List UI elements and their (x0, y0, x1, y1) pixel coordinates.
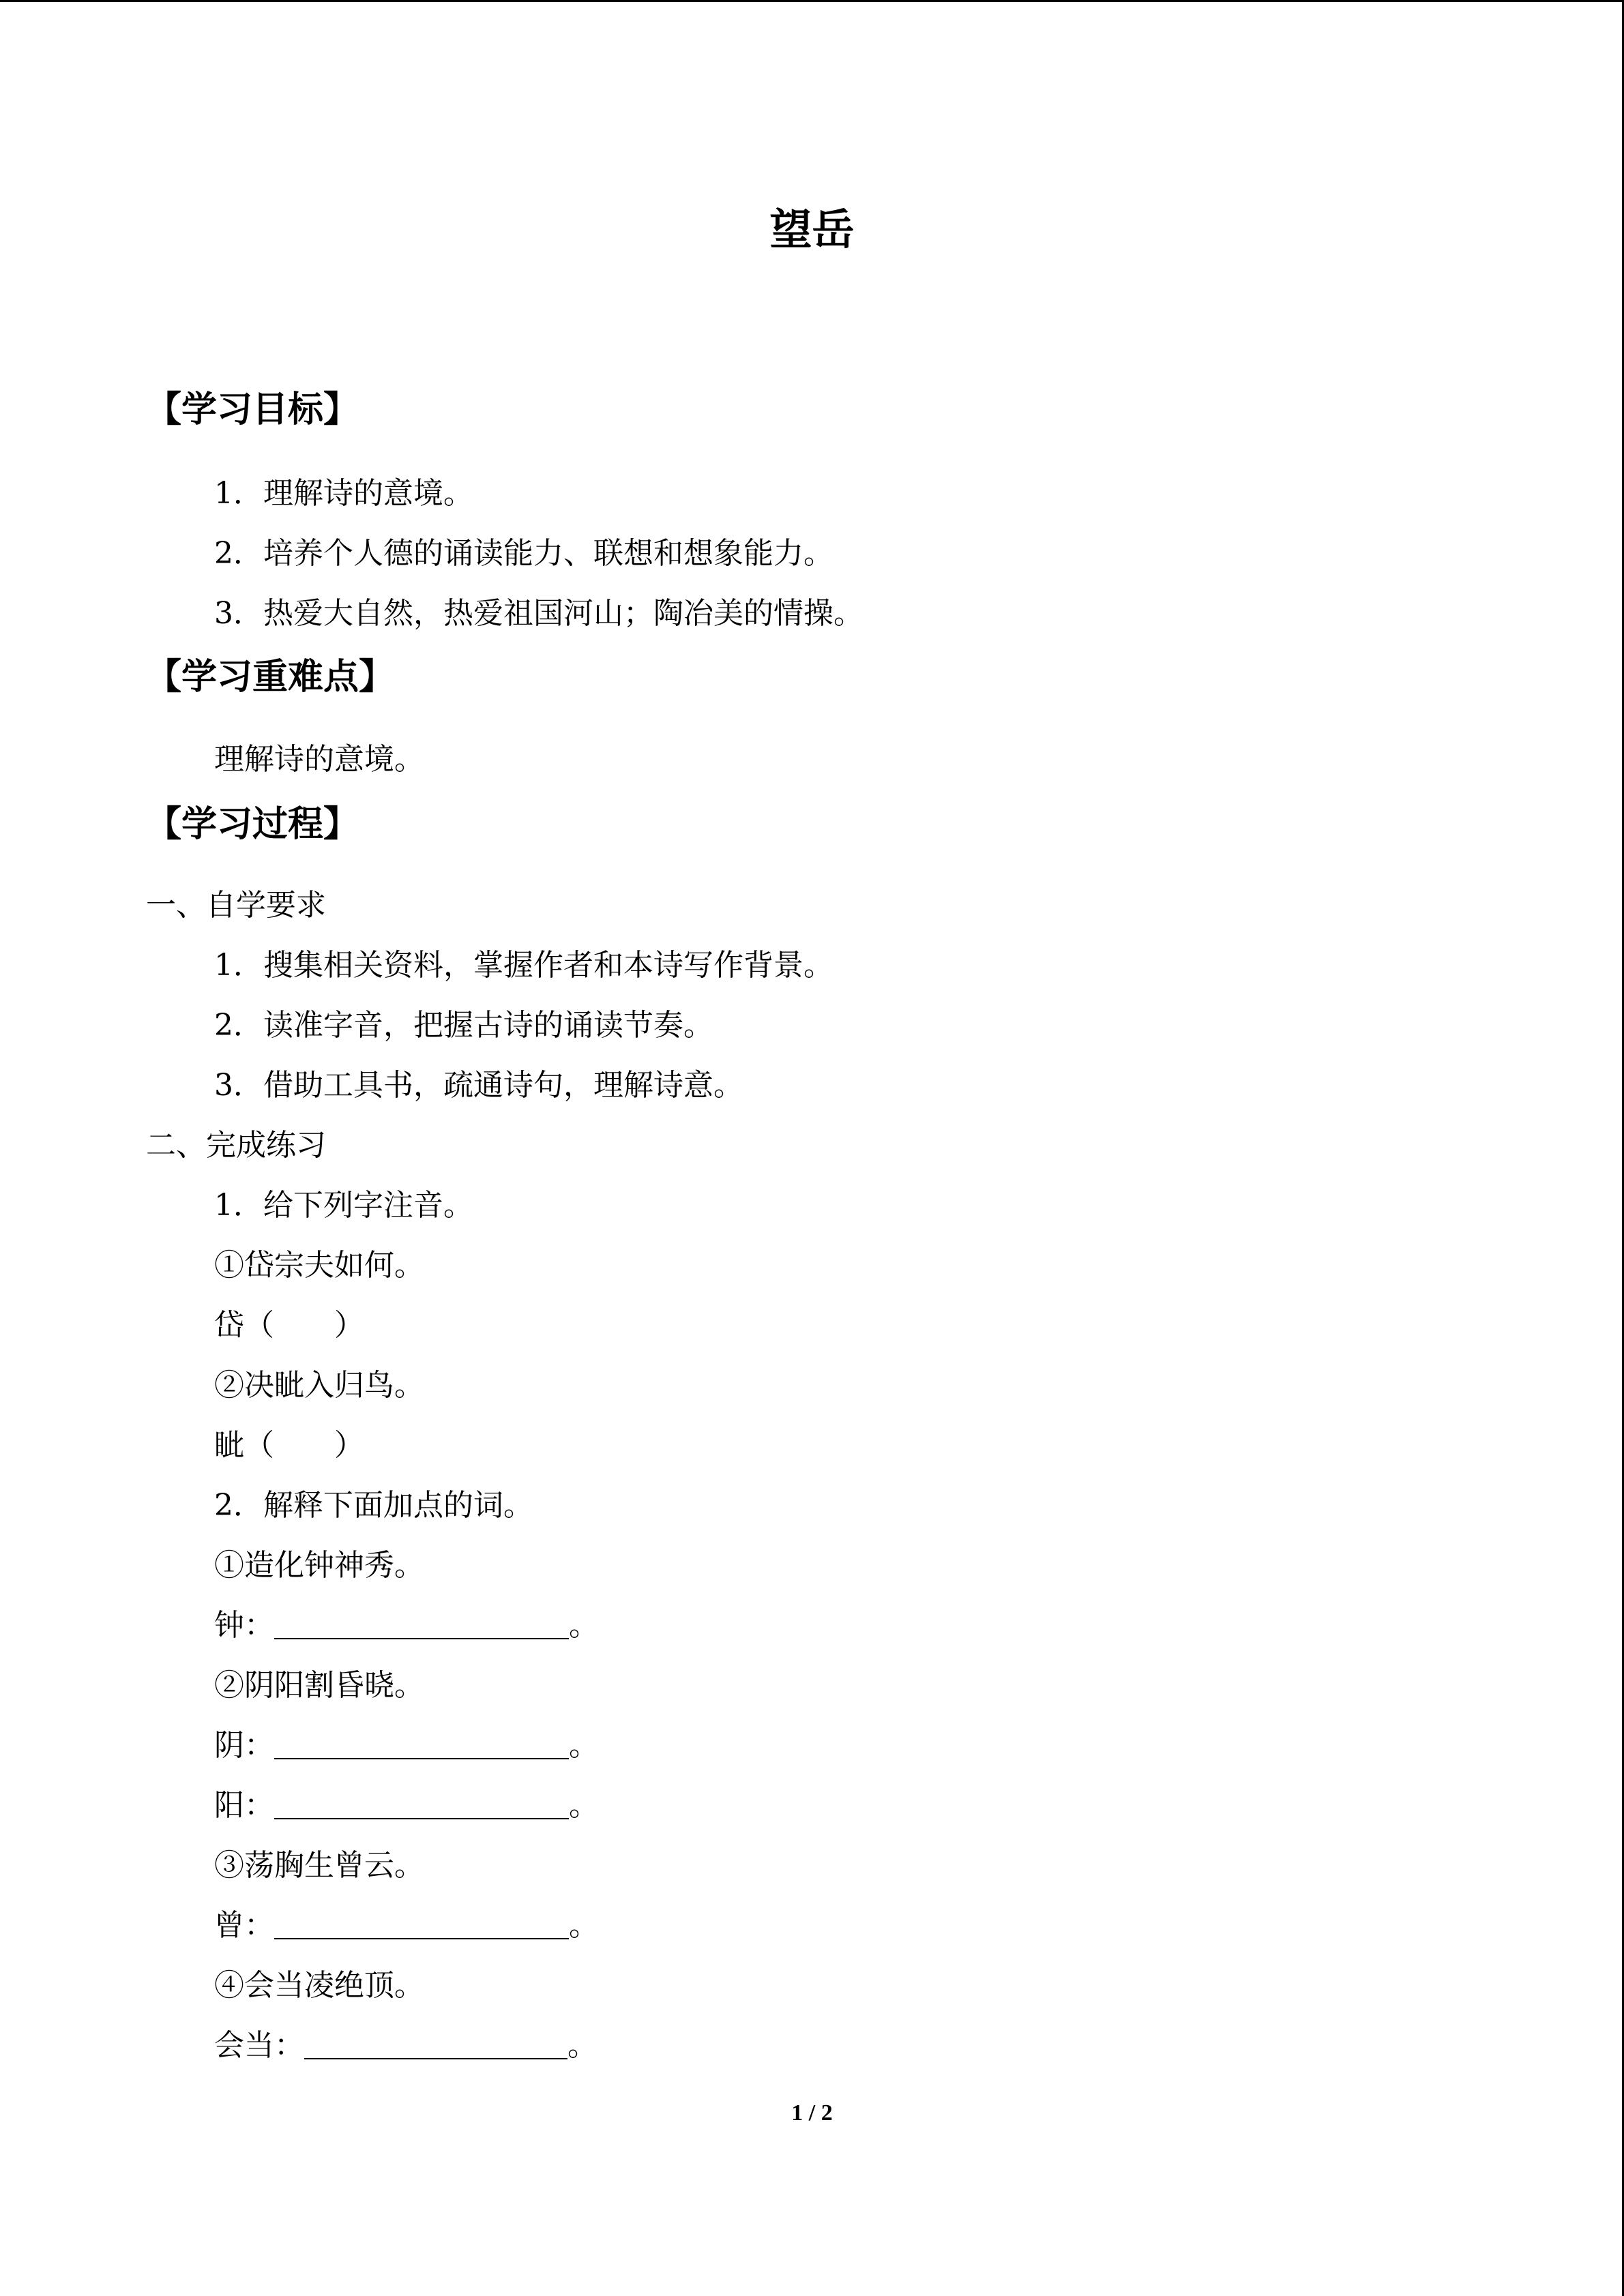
answer-blank-huidang[interactable] (304, 2028, 567, 2059)
q1-a-blank[interactable]: 岱（ ） (214, 1308, 364, 1343)
answer-blank-yin[interactable] (274, 1728, 569, 1759)
goal-item-1: 1．理解诗的意境。 (214, 476, 473, 511)
answer-blank-zhong[interactable] (274, 1608, 569, 1639)
q2-d-answer-line (214, 2028, 597, 2064)
q1-a-sentence: ①岱宗夫如何。 (214, 1248, 424, 1283)
page-border-top (0, 0, 1624, 2)
answer-blank-yang[interactable] (274, 1788, 569, 1819)
q2-c-answer-line (214, 1908, 599, 1944)
q2-b1-label: 阴： (214, 1728, 274, 1763)
q2-b1-answer-line (214, 1728, 599, 1764)
q2-a-answer-line (214, 1608, 599, 1644)
goal-item-3: 3．热爱大自然，热爱祖国河山；陶冶美的情操。 (214, 596, 863, 631)
page-number: 1 / 2 (791, 2100, 833, 2126)
q2-c-sentence: ③荡胸生曾云。 (214, 1848, 424, 1883)
end-mark: 。 (569, 1728, 599, 1763)
q1-b-blank[interactable]: 眦（ ） (214, 1428, 364, 1463)
process-heading: 【学习过程】 (146, 804, 359, 845)
end-mark: 。 (569, 1788, 599, 1823)
goals-heading: 【学习目标】 (146, 389, 359, 430)
goal-item-2: 2．培养个人德的诵读能力、联想和想象能力。 (214, 536, 833, 571)
end-mark: 。 (569, 1908, 599, 1943)
q1-b-sentence: ②决眦入归鸟。 (214, 1368, 424, 1403)
q2-b2-answer-line (214, 1788, 599, 1824)
part2-title: 二、完成练习 (146, 1128, 326, 1163)
answer-blank-ceng[interactable] (274, 1908, 569, 1939)
q2-prompt: 2．解释下面加点的词。 (214, 1488, 533, 1523)
q2-b-sentence: ②阴阳割昏晓。 (214, 1668, 424, 1703)
part1-item-1: 1．搜集相关资料，掌握作者和本诗写作背景。 (214, 948, 833, 983)
q2-c-label: 曾： (214, 1908, 274, 1943)
end-mark: 。 (569, 1608, 599, 1643)
part1-title: 一、自学要求 (146, 888, 326, 923)
q2-b2-label: 阳： (214, 1788, 274, 1823)
part1-item-2: 2．读准字音，把握古诗的诵读节奏。 (214, 1008, 713, 1043)
end-mark: 。 (567, 2028, 597, 2063)
key-points-text: 理解诗的意境。 (214, 742, 424, 777)
q2-a-sentence: ①造化钟神秀。 (214, 1548, 424, 1583)
part1-item-3: 3．借助工具书，疏通诗句，理解诗意。 (214, 1068, 743, 1103)
key-points-heading: 【学习重难点】 (146, 657, 395, 698)
q2-d-sentence: ④会当凌绝顶。 (214, 1968, 424, 2003)
q1-prompt: 1．给下列字注音。 (214, 1188, 473, 1223)
page-title: 望岳 (769, 205, 855, 254)
q2-d-label: 会当： (214, 2028, 304, 2063)
q2-a-label: 钟： (214, 1608, 274, 1643)
